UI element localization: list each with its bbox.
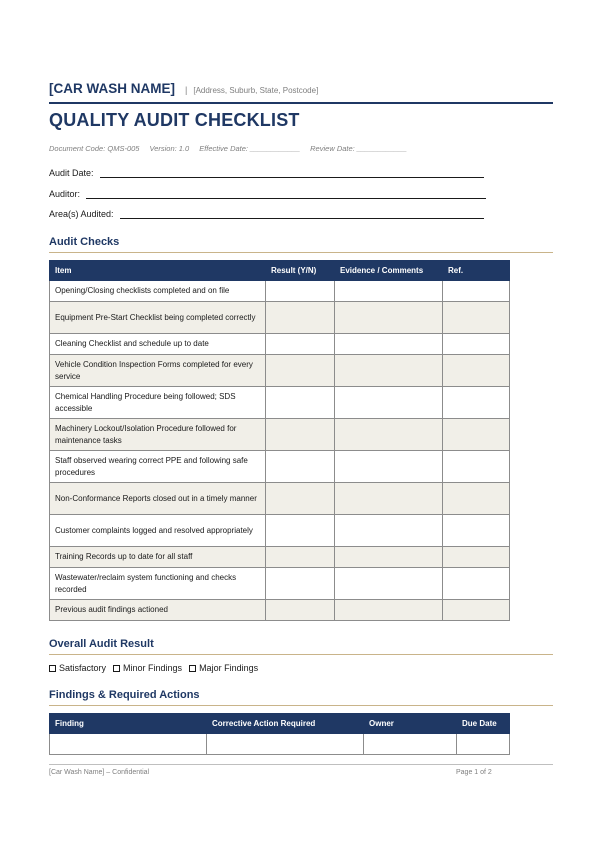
check-item: Wastewater/reclaim system functioning and checks recorded xyxy=(50,568,266,600)
result-cell[interactable] xyxy=(266,355,335,387)
ref-cell[interactable] xyxy=(443,419,510,451)
col-due-date: Due Date xyxy=(457,714,510,734)
evidence-cell[interactable] xyxy=(335,547,443,568)
auditor-field[interactable] xyxy=(49,189,486,199)
check-item: Opening/Closing checklists completed and on file xyxy=(50,281,266,302)
table-row xyxy=(50,547,510,568)
findings-table xyxy=(49,713,510,755)
evidence-cell[interactable] xyxy=(335,334,443,355)
check-item: Chemical Handling Procedure being followed; SDS accessible xyxy=(50,387,266,419)
ref-cell[interactable] xyxy=(443,281,510,302)
checkbox-icon[interactable] xyxy=(113,665,120,672)
document-code: Document Code: QMS-005 xyxy=(49,144,140,153)
ref-cell[interactable] xyxy=(443,547,510,568)
check-item: Non-Conformance Reports closed out in a timely manner xyxy=(50,483,266,515)
company-name: [CAR WASH NAME] xyxy=(49,81,175,96)
findings-heading: Findings & Required Actions xyxy=(49,689,200,701)
footer-page-number: Page 1 of 2 xyxy=(456,769,492,776)
review-date: Review Date: ____________ xyxy=(310,144,407,153)
check-item: Cleaning Checklist and schedule up to date xyxy=(50,334,266,355)
audit-date-label: Audit Date: xyxy=(49,168,94,178)
ref-cell[interactable] xyxy=(443,483,510,515)
finding-cell[interactable] xyxy=(50,734,207,755)
evidence-cell[interactable] xyxy=(335,355,443,387)
option-minor-findings[interactable] xyxy=(113,663,182,673)
table-row xyxy=(50,281,510,302)
company-address: [Address, Suburb, State, Postcode] xyxy=(193,86,319,95)
ref-cell[interactable] xyxy=(443,600,510,621)
auditor-line[interactable] xyxy=(86,189,486,199)
areas-audited-line[interactable] xyxy=(120,209,484,219)
option-label: Minor Findings xyxy=(123,663,183,673)
table-row xyxy=(50,515,510,547)
document-meta xyxy=(49,144,407,153)
col-corrective-action: Corrective Action Required xyxy=(207,714,364,734)
overall-result-heading: Overall Audit Result xyxy=(49,638,154,650)
document-title: QUALITY AUDIT CHECKLIST xyxy=(49,110,300,130)
check-item: Previous audit findings actioned xyxy=(50,600,266,621)
ref-cell[interactable] xyxy=(443,568,510,600)
header-separator: | xyxy=(185,85,188,95)
checkbox-icon[interactable] xyxy=(189,665,196,672)
audit-checks-heading: Audit Checks xyxy=(49,236,120,248)
table-row xyxy=(50,302,510,334)
table-row xyxy=(50,734,510,755)
result-cell[interactable] xyxy=(266,334,335,355)
evidence-cell[interactable] xyxy=(335,568,443,600)
audit-checks-table xyxy=(49,260,510,621)
option-label: Major Findings xyxy=(199,663,259,673)
corrective-action-cell[interactable] xyxy=(207,734,364,755)
ref-cell[interactable] xyxy=(443,302,510,334)
col-finding: Finding xyxy=(50,714,207,734)
option-major-findings[interactable] xyxy=(189,663,258,673)
ref-cell[interactable] xyxy=(443,387,510,419)
auditor-label: Auditor: xyxy=(49,189,81,199)
table-row xyxy=(50,387,510,419)
evidence-cell[interactable] xyxy=(335,281,443,302)
audit-date-line[interactable] xyxy=(100,168,484,178)
option-label: Satisfactory xyxy=(59,663,107,673)
check-item: Staff observed wearing correct PPE and following safe procedures xyxy=(50,451,266,483)
evidence-cell[interactable] xyxy=(335,483,443,515)
audit-checks-header-row xyxy=(50,261,510,281)
result-cell[interactable] xyxy=(266,281,335,302)
col-ref: Ref. xyxy=(443,261,510,281)
check-item: Customer complaints logged and resolved appropriately xyxy=(50,515,266,547)
check-item: Vehicle Condition Inspection Forms completed for every service xyxy=(50,355,266,387)
table-row xyxy=(50,568,510,600)
result-cell[interactable] xyxy=(266,302,335,334)
document-version: Version: 1.0 xyxy=(149,144,190,153)
evidence-cell[interactable] xyxy=(335,387,443,419)
footer-confidential: [Car Wash Name] – Confidential xyxy=(49,769,150,776)
overall-result-options xyxy=(49,663,258,673)
table-row xyxy=(50,334,510,355)
result-cell[interactable] xyxy=(266,451,335,483)
evidence-cell[interactable] xyxy=(335,419,443,451)
findings-rule xyxy=(49,705,553,706)
areas-audited-label: Area(s) Audited: xyxy=(49,209,114,219)
table-row xyxy=(50,419,510,451)
result-cell[interactable] xyxy=(266,419,335,451)
evidence-cell[interactable] xyxy=(335,451,443,483)
footer-divider xyxy=(49,764,553,765)
findings-header-row xyxy=(50,714,510,734)
ref-cell[interactable] xyxy=(443,515,510,547)
check-item: Machinery Lockout/Isolation Procedure followed for maintenance tasks xyxy=(50,419,266,451)
audit-checks-rule xyxy=(49,252,553,253)
col-result: Result (Y/N) xyxy=(266,261,335,281)
evidence-cell[interactable] xyxy=(335,600,443,621)
result-cell[interactable] xyxy=(266,600,335,621)
result-cell[interactable] xyxy=(266,483,335,515)
option-satisfactory[interactable] xyxy=(49,663,106,673)
effective-date: Effective Date: ____________ xyxy=(199,144,301,153)
owner-cell[interactable] xyxy=(364,734,457,755)
result-cell[interactable] xyxy=(266,568,335,600)
overall-result-rule xyxy=(49,654,553,655)
col-item: Item xyxy=(50,261,266,281)
ref-cell[interactable] xyxy=(443,355,510,387)
ref-cell[interactable] xyxy=(443,334,510,355)
ref-cell[interactable] xyxy=(443,451,510,483)
result-cell[interactable] xyxy=(266,547,335,568)
table-row xyxy=(50,600,510,621)
evidence-cell[interactable] xyxy=(335,302,443,334)
header-divider xyxy=(49,102,553,104)
checkbox-icon[interactable] xyxy=(49,665,56,672)
check-item: Equipment Pre-Start Checklist being completed correctly xyxy=(50,302,266,334)
col-owner: Owner xyxy=(364,714,457,734)
due-date-cell[interactable] xyxy=(457,734,510,755)
col-evidence: Evidence / Comments xyxy=(335,261,443,281)
check-item: Training Records up to date for all staff xyxy=(50,547,266,568)
table-row xyxy=(50,483,510,515)
table-row xyxy=(50,355,510,387)
table-row xyxy=(50,451,510,483)
areas-audited-field[interactable] xyxy=(49,209,484,219)
result-cell[interactable] xyxy=(266,515,335,547)
result-cell[interactable] xyxy=(266,387,335,419)
evidence-cell[interactable] xyxy=(335,515,443,547)
audit-date-field[interactable] xyxy=(49,168,484,178)
